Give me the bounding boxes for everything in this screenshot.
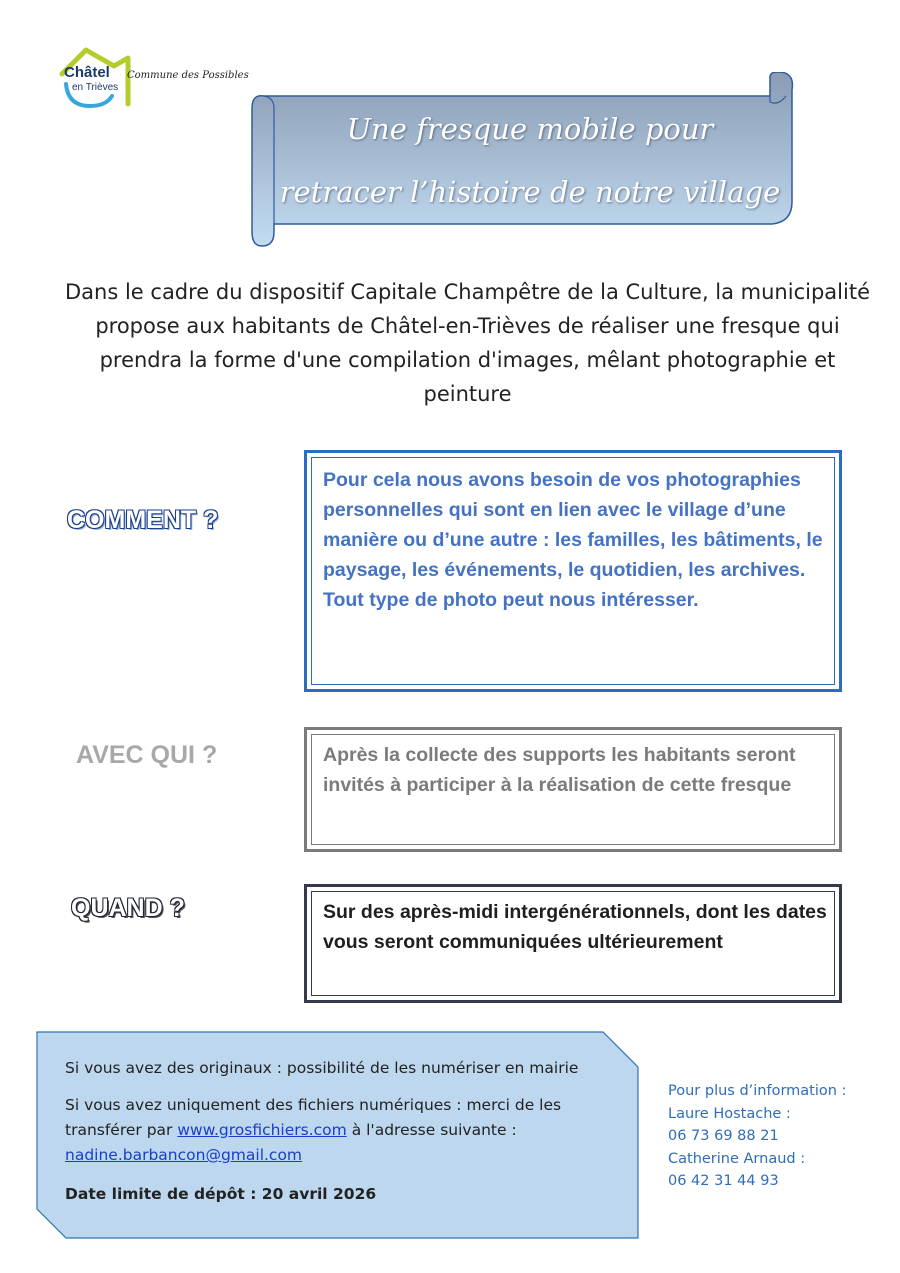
- quand-box: [304, 884, 842, 1003]
- contact-person-1: Laure Hostache :: [668, 1105, 791, 1122]
- quand-text: Sur des après-midi intergénérationnels, dont les dates vous seront communiquées ultérieurement: [323, 901, 827, 953]
- quand-heading: QUAND ?: [71, 894, 185, 922]
- info-digital: [65, 1093, 605, 1168]
- avec-qui-box: [304, 727, 842, 852]
- avec-qui-text: Après la collecte des supports les habitants seront invités à participer à la réalisation de cette fresque: [323, 744, 796, 796]
- avec-qui-heading: AVEC QUI ?: [76, 741, 218, 769]
- grosfichiers-link[interactable]: www.grosfichiers.com: [177, 1121, 347, 1139]
- comment-heading: COMMENT ?: [67, 506, 219, 534]
- contact-title: Pour plus d’information :: [668, 1083, 847, 1099]
- title-scroll-banner: [250, 72, 796, 248]
- logo-name: Châtel: [64, 64, 110, 81]
- comment-text-main: Pour cela nous avons besoin de vos photographies personnelles qui sont en lien avec le village d’une manière ou d’une autre : les familles, les bâtiments, le paysage, les événements, le quotidien, les archives.: [323, 469, 823, 581]
- email-link[interactable]: nadine.barbancon@gmail.com: [65, 1146, 303, 1164]
- info-digital-middle: à l'adresse suivante :: [351, 1121, 517, 1139]
- comment-text: [323, 465, 827, 615]
- intro-paragraph: Dans le cadre du dispositif Capitale Champêtre de la Culture, la municipalité propose aux habitants de Châtel-en-Trièves de réaliser une fresque qui prendra la forme d'une compilation d'images, mêlant photographie et peinture: [65, 280, 870, 406]
- contact-block: [668, 1080, 846, 1193]
- logo-subtitle: en Trièves: [72, 82, 119, 93]
- info-originals: Si vous avez des originaux : possibilité de les numériser en mairie: [65, 1059, 579, 1077]
- commune-logo: [56, 44, 249, 110]
- contact-phone-2: 06 42 31 44 93: [668, 1173, 779, 1189]
- banner-title-line2: retracer l’histoire de notre village: [279, 175, 781, 209]
- contact-phone-1: 06 73 69 88 21: [668, 1128, 779, 1144]
- deadline-text: Date limite de dépôt : 20 avril 2026: [65, 1185, 377, 1203]
- logo-tagline: Commune des Possibles: [127, 70, 249, 81]
- comment-box: [304, 450, 842, 692]
- contact-person-2: Catherine Arnaud :: [668, 1150, 806, 1167]
- comment-text-note: Tout type de photo peut nous intéresser.: [323, 589, 699, 611]
- banner-title-line1: Une fresque mobile pour: [346, 112, 714, 146]
- info-digital-prefix: Si vous avez uniquement des fichiers numériques : merci de les transférer par: [65, 1096, 562, 1139]
